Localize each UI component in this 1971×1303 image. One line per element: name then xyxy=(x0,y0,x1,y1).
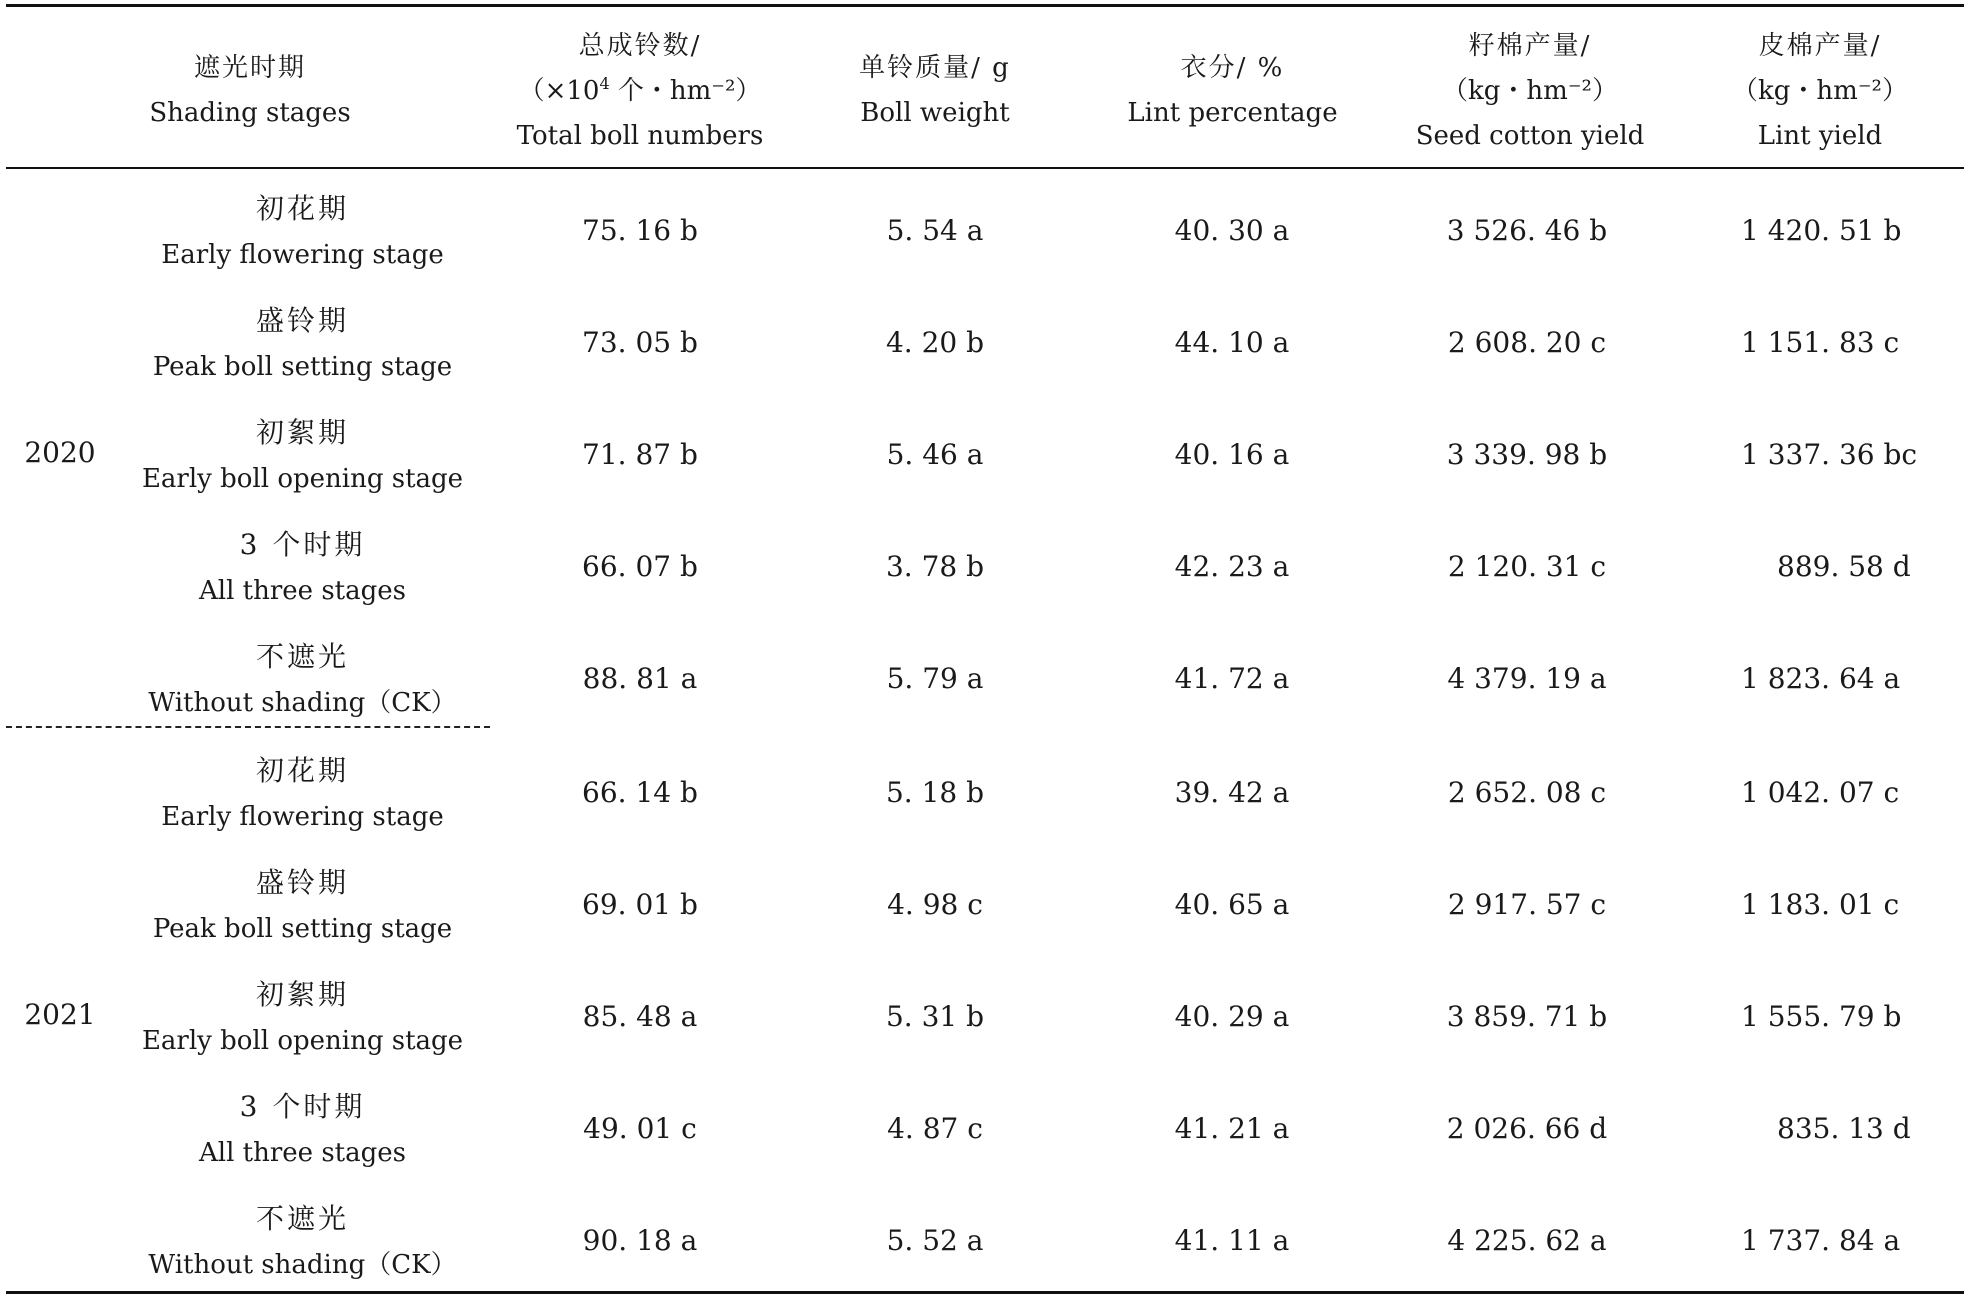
shading-stage-cell xyxy=(120,1196,485,1288)
value-weight: 5. 79 a xyxy=(886,662,984,695)
value-lint-yield: 1 337. 36 bc xyxy=(1741,438,1918,471)
shading-stage-cell xyxy=(120,186,485,278)
value-weight: 5. 46 a xyxy=(886,438,984,471)
top-rule xyxy=(6,4,1964,7)
value-lint-yield: 835. 13 d xyxy=(1777,1112,1911,1145)
value-seed-yield: 2 026. 66 d xyxy=(1446,1112,1608,1145)
value-lint-pct: 40. 16 a xyxy=(1174,438,1290,471)
header-lint-yield: 皮棉产量/ （kg・hm⁻²） Lint yield xyxy=(1732,30,1908,151)
value-weight: 5. 18 b xyxy=(885,776,985,809)
value-lint-yield: 889. 58 d xyxy=(1777,550,1911,583)
value-lint-yield: 1 042. 07 c xyxy=(1741,776,1900,809)
stage-en: Early flowering stage xyxy=(161,802,444,832)
stage-zh: 初絮期 xyxy=(255,978,349,1011)
header-shading-stages: 遮光时期 Shading stages xyxy=(149,53,351,128)
header-total-boll-numbers: 总成铃数/ （$\times 10^4$ 个・hm⁻²） Total boll numbers xyxy=(500,22,780,160)
value-seed-yield: 2 917. 57 c xyxy=(1447,888,1607,921)
value-bolls: 73. 05 b xyxy=(582,326,698,359)
stage-zh: 初花期 xyxy=(255,754,349,787)
bottom-rule xyxy=(6,1291,1964,1294)
value-bolls: 69. 01 b xyxy=(582,888,698,921)
header-rule xyxy=(6,167,1964,169)
value-seed-yield: 3 339. 98 b xyxy=(1446,438,1608,471)
header-bolls-unit: （$\times 10^4$ 个・hm⁻²） xyxy=(518,73,762,106)
shading-stage-cell xyxy=(120,522,485,614)
stage-en: Early flowering stage xyxy=(161,240,444,270)
shading-stage-cell xyxy=(120,748,485,840)
value-lint-pct: 40. 29 a xyxy=(1174,1000,1290,1033)
value-lint-yield: 1 420. 51 b xyxy=(1741,214,1902,247)
value-seed-yield: 2 652. 08 c xyxy=(1447,776,1607,809)
stage-en: Without shading（CK） xyxy=(148,1250,457,1280)
year-label: 2020 xyxy=(24,436,96,469)
value-bolls: 85. 48 a xyxy=(582,1000,698,1033)
value-seed-yield: 3 859. 71 b xyxy=(1446,1000,1608,1033)
value-weight: 5. 52 a xyxy=(886,1224,984,1257)
value-seed-yield: 4 225. 62 a xyxy=(1447,1224,1607,1257)
stage-zh: 盛铃期 xyxy=(255,866,349,899)
shading-stage-cell xyxy=(120,972,485,1064)
value-lint-yield: 1 183. 01 c xyxy=(1741,888,1900,921)
header-lint-percentage: 衣分/ % Lint percentage xyxy=(1127,53,1338,128)
year-label: 2021 xyxy=(24,998,96,1031)
value-lint-pct: 40. 65 a xyxy=(1174,888,1290,921)
stage-en: Early boll opening stage xyxy=(141,1026,464,1056)
value-lint-pct: 39. 42 a xyxy=(1174,776,1290,809)
value-seed-yield: 3 526. 46 b xyxy=(1446,214,1608,247)
stage-en: Without shading（CK） xyxy=(148,688,457,718)
value-bolls: 90. 18 a xyxy=(582,1224,698,1257)
shading-stage-cell xyxy=(120,860,485,952)
stage-zh: 3 个时期 xyxy=(239,1090,366,1123)
value-lint-pct: 44. 10 a xyxy=(1174,326,1290,359)
shading-stage-cell xyxy=(120,410,485,502)
stage-en: All three stages xyxy=(199,1138,406,1168)
value-lint-pct: 42. 23 a xyxy=(1174,550,1290,583)
value-bolls: 71. 87 b xyxy=(582,438,698,471)
value-seed-yield: 2 608. 20 c xyxy=(1447,326,1607,359)
value-lint-pct: 40. 30 a xyxy=(1174,214,1290,247)
value-weight: 4. 98 c xyxy=(887,888,983,921)
value-lint-yield: 1 151. 83 c xyxy=(1741,326,1900,359)
value-lint-pct: 41. 11 a xyxy=(1174,1224,1290,1257)
stage-zh: 不遮光 xyxy=(255,1202,349,1235)
shading-stage-cell xyxy=(120,634,485,726)
value-seed-yield: 4 379. 19 a xyxy=(1447,662,1607,695)
shading-stage-cell xyxy=(120,298,485,390)
value-lint-yield: 1 737. 84 a xyxy=(1741,1224,1901,1257)
stage-en: Early boll opening stage xyxy=(141,464,464,494)
value-seed-yield: 2 120. 31 c xyxy=(1447,550,1607,583)
value-bolls: 75. 16 b xyxy=(582,214,698,247)
value-lint-pct: 41. 72 a xyxy=(1174,662,1290,695)
value-bolls: 66. 07 b xyxy=(582,550,698,583)
stage-en: Peak boll setting stage xyxy=(152,914,453,944)
value-lint-yield: 1 823. 64 a xyxy=(1741,662,1901,695)
header-boll-weight: 单铃质量/ g Boll weight xyxy=(859,53,1011,128)
value-lint-yield: 1 555. 79 b xyxy=(1741,1000,1902,1033)
value-bolls: 88. 81 a xyxy=(582,662,698,695)
stage-en: All three stages xyxy=(199,576,406,606)
value-weight: 4. 87 c xyxy=(887,1112,983,1145)
value-bolls: 49. 01 c xyxy=(583,1112,697,1145)
value-lint-pct: 41. 21 a xyxy=(1174,1112,1290,1145)
stage-zh: 初花期 xyxy=(255,192,349,225)
value-weight: 5. 54 a xyxy=(886,214,984,247)
value-weight: 3. 78 b xyxy=(885,550,985,583)
value-weight: 4. 20 b xyxy=(885,326,985,359)
stage-zh: 初絮期 xyxy=(255,416,349,449)
stage-zh: 3 个时期 xyxy=(239,528,366,561)
shading-stage-cell xyxy=(120,1084,485,1176)
stage-en: Peak boll setting stage xyxy=(152,352,453,382)
stage-zh: 不遮光 xyxy=(255,640,349,673)
year-divider xyxy=(6,726,490,728)
stage-zh: 盛铃期 xyxy=(255,304,349,337)
value-bolls: 66. 14 b xyxy=(582,776,698,809)
header-seed-cotton-yield: 籽棉产量/ （kg・hm⁻²） Seed cotton yield xyxy=(1415,30,1645,151)
value-weight: 5. 31 b xyxy=(885,1000,985,1033)
